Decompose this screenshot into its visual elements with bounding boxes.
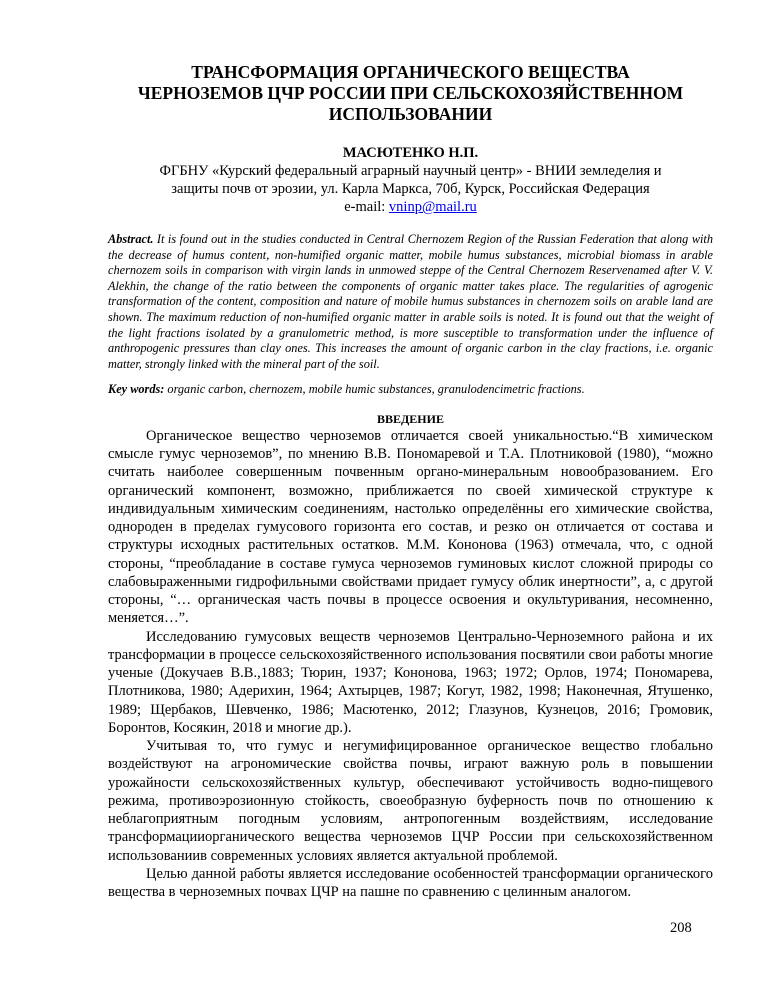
title-line: ТРАНСФОРМАЦИЯ ОРГАНИЧЕСКОГО ВЕЩЕСТВА (191, 62, 630, 82)
email-label: e-mail: (344, 199, 389, 215)
page-number: 208 (670, 920, 692, 936)
title-line: ЧЕРНОЗЕМОВ ЦЧР РОССИИ ПРИ СЕЛЬСКОХОЗЯЙСТВЕННОМ (137, 83, 684, 103)
keywords-text: organic carbon, chernozem, mobile humic substances, granulodencimetric fractions. (164, 382, 585, 397)
email-link[interactable]: vninp@mail.ru (388, 199, 477, 215)
abstract (108, 232, 713, 372)
keywords-label: Key words: (108, 382, 165, 397)
abstract-text: It is found out in the studies conducted in Central Chernozem Region of the Russian Federation that along with the decrease of humus content, non-humified organic matter, mobile humus substances, microbial biomass in arable chernozem soils in comparison with virgin lands in unmowed steppe of the Central Chernozem Reservenamed after V. V. Alekhin, the change of the ratio between the components of organic matter takes place. The regularities of agrogenic transformation of the content, composition and nature of mobile humus substances in chernozem soils on arable land are shown. The maximum reduction of non-humified organic matter in arable soils is noted. It is found out that the weight of the light fractions isolated by a granulometric method, is more susceptible to transformation under the influence of anthropogenic pressures than clay ones. This increases the amount of organic carbon in the clay fractions, i.e. organic matter, strongly linked with the mineral part of the soil. (108, 232, 713, 371)
author-name: МАСЮТЕНКО Н.П. (342, 145, 479, 161)
title-line: ИСПОЛЬЗОВАНИИ (328, 104, 493, 124)
email-line (108, 198, 713, 216)
paper-title (108, 62, 713, 125)
abstract-label: Abstract. (108, 232, 154, 246)
affiliation-line: ФГБНУ «Курский федеральный аграрный научный центр» - ВНИИ земледелия и (159, 163, 662, 179)
affiliation-line: защиты почв от эрозии, ул. Карла Маркса, 70б, Курск, Российская Федерация (171, 181, 650, 197)
body-paragraph: Целью данной работы является исследование особенностей трансформации органического вещества в черноземных почвах ЦЧР на пашне по сравнению с целинным аналогом. (108, 865, 713, 901)
page-content (108, 62, 713, 901)
section-heading: ВВЕДЕНИЕ (377, 411, 444, 426)
body-paragraph: Исследованию гумусовых веществ черноземов Центрально-Черноземного района и их трансформации в процессе сельскохозяйственного использования посвятили свои работы многие ученые (Докучаев В.В.,1883; Тюрин, 1937; Кононова, 1963; 1972; Орлов, 1974; Пономарева, Плотникова, 1980; Адерихин, 1964; Ахтырцев, 1987; Когут, 1982, 1998; Наконечная, Ятушенко, 1989; Щербаков, Шевченко, 1986; Масютенко, 2012; Глазунов, Кузнецов, 2016; Громовик, Боронтов, Косякин, 2018 и многие др.). (108, 628, 713, 736)
body-paragraph: Органическое вещество черноземов отличается своей уникальностью.“В химическом смысле гумус черноземов”, по мнению В.В. Пономаревой и Т.А. Плотниковой (1980), “можно считать наиболее совершенным почвенным органо-минеральным новообразованием. Его органический компонент, возможно, приближается по своей химической структуре к индивидуальным химическим соединениям, настолько определённы его химические свойства, однороден в пределах гумусового горизонта его состав, и резко он отличается от состава и структуры исходных растительных остатков. М.М. Кононова (1963) отмечала, что, с одной стороны, “преобладание в составе гумуса черноземов гуминовых кислот сложной природы со слабовыраженными гидрофильными свойствами придает гумусу облик инертности”, а, с другой стороны, “… органическая часть почвы в процессе освоения и окультуривания, несомненно, меняется…”. (108, 427, 713, 627)
keywords (108, 382, 713, 398)
body-paragraph: Учитывая то, что гумус и негумифицированное органическое вещество глобально воздействуют на агрономические свойства почвы, играют важную роль в повышении урожайности сельскохозяйственных культур, обеспечивают устойчивость водно-пищевого режима, противоэрозионную стойкость, своеобразную буферность почв по отношению к неблагоприятным погодным условиям, антропогенным воздействиям, исследование трансформацииорганического вещества черноземов ЦЧР России при сельскохозяйственном использованиив современных условиях является актуальной проблемой. (108, 738, 713, 864)
